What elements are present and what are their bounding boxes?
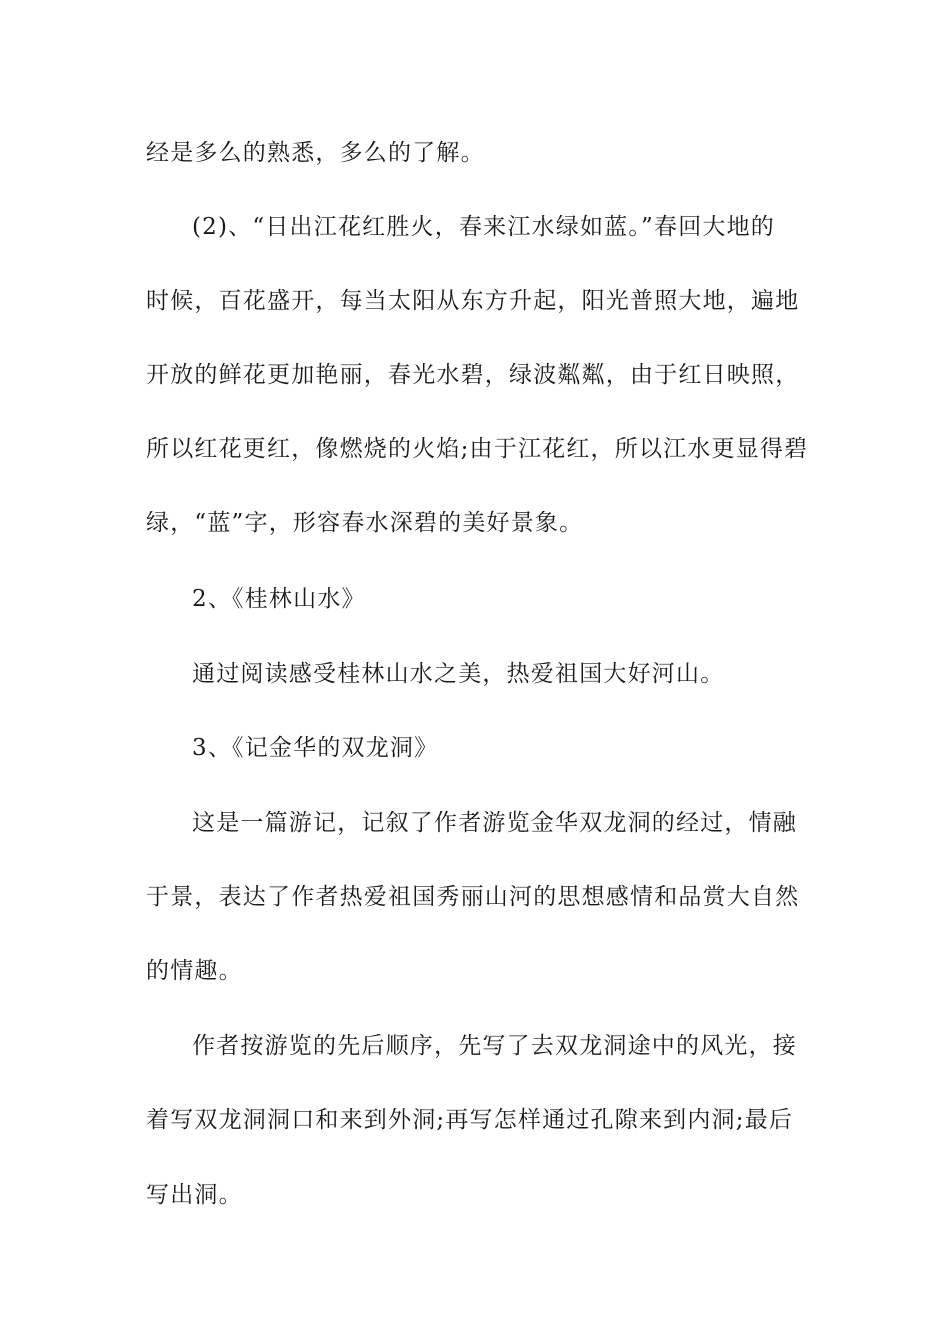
paragraph-line: 开放的鲜花更加艳丽，春光水碧，绿波粼粼，由于红日映照， [146,362,800,388]
paragraph-line: 的情趣。 [146,958,243,984]
paragraph-line: 于景，表达了作者热爱祖国秀丽山河的思想感情和品赏大自然 [146,884,800,910]
paragraph-line: 写出洞。 [146,1182,243,1208]
paragraph-line: 通过阅读感受桂林山水之美，热爱祖国大好河山。 [192,661,725,687]
section-heading: 2、《桂林山水》 [192,586,366,612]
paragraph-line: 时候，百花盛开，每当太阳从东方升起，阳光普照大地，遍地 [146,288,800,314]
paragraph-line: 绿，“蓝”字，形容春水深碧的美好景象。 [146,510,584,536]
paragraph-line: 着写双龙洞洞口和来到外洞;再写怎样通过孔隙来到内洞;最后 [146,1107,794,1133]
paragraph-line: 所以红花更红，像燃烧的火焰;由于江花红，所以江水更显得碧 [146,436,809,462]
paragraph-line: 作者按游览的先后顺序，先写了去双龙洞途中的风光，接 [192,1033,797,1059]
paragraph-line: 这是一篇游记，记叙了作者游览金华双龙洞的经过，情融 [192,810,797,836]
paragraph-line: 经是多么的熟悉，多么的了解。 [146,140,485,166]
paragraph-line: (2)、“日出江花红胜火，春来江水绿如蓝。”春回大地的 [192,214,775,240]
section-heading: 3、《记金华的双龙洞》 [192,735,439,761]
